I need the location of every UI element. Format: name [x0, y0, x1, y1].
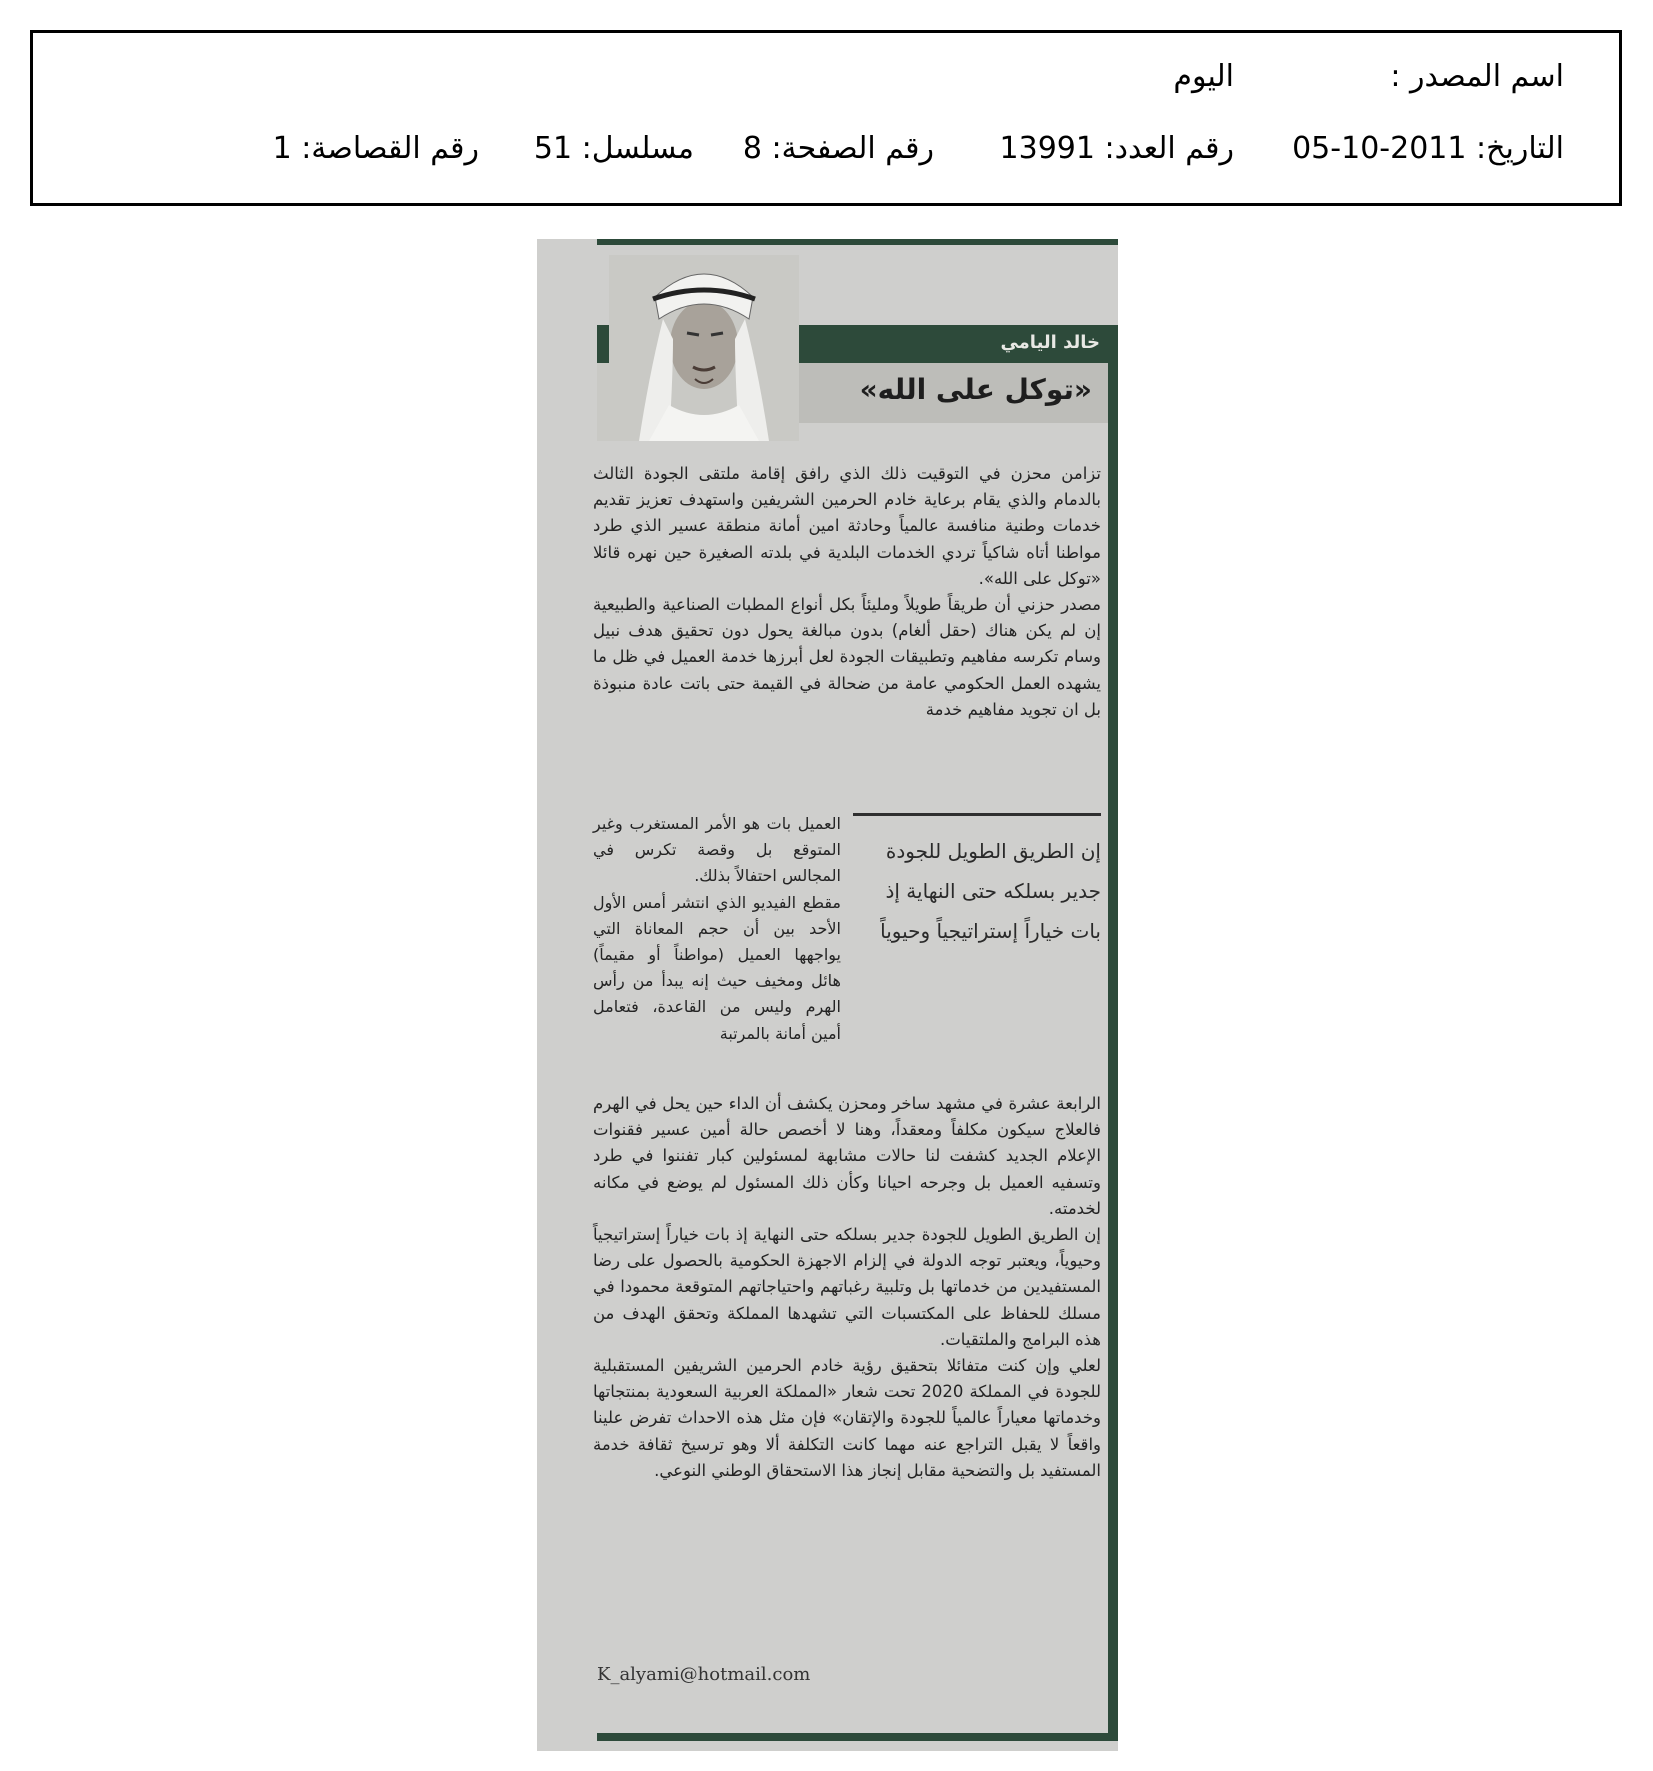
- right-rule: [1108, 325, 1118, 1735]
- pull-quote-rule: [853, 813, 1101, 816]
- pull-quote: إن الطريق الطويل للجودة جدير بسلكه حتى النهاية إذ بات خياراً إستراتيجياً وحيوياً: [880, 839, 1101, 943]
- paragraph: إن الطريق الطويل للجودة جدير بسلكه حتى النهاية إذ بات خياراً إستراتيجياً وحيوياً، ويعتبر توجه الدولة في إلزام الاجهزة الحكومية بالحصول على رضا المستفيدين من خدماتها بل وتلبية رغباتهم واحتياجاتهم المتوقعة محمودا في مسلك للحفاظ على المكتسبات التي تشهدها المملكة وتحقق الهدف من هذه البرامج والملتقيات.: [593, 1225, 1101, 1349]
- author-name: خالد اليامي: [1000, 332, 1100, 353]
- paragraph: العميل بات هو الأمر المستغرب وغير المتوقع بل وقصة تكرس في المجالس احتفالاً بذلك.: [593, 814, 841, 886]
- issue-label: رقم العدد: 13991: [999, 131, 1234, 166]
- paragraph: مصدر حزني أن طريقاً طويلاً ومليئاً بكل أنواع المطبات الصناعية والطبيعية إن لم يكن هناك (حقل ألغام) بدون مبالغة يحول دون تحقيق هدف نبيل وسام تكرسه مفاهيم وتطبيقات الجودة لعل أبرزها خدمة العميل في ظل ما يشهده العمل الحكومي عامة من ضحالة في القيمة حتى باتت عادة منبوذة بل ان تجويد مفاهيم خدمة: [593, 595, 1101, 719]
- date-label: التاريخ: 2011-10-05: [1292, 131, 1564, 166]
- paragraph: تزامن محزن في التوقيت ذلك الذي رافق إقامة ملتقى الجودة الثالث بالدمام والذي يقام برعاية خادم الحرمين الشريفين واستهدف تعزيز تقديم خدمات وطنية منافسة عالمياً وحادثة امين أمانة منطقة عسير الذي طرد مواطنا أتاه شاكياً تردي الخدمات البلدية في بلدته الصغيرة حين نهره قائلا «توكل على الله».: [593, 464, 1101, 588]
- paragraph: الرابعة عشرة في مشهد ساخر ومحزن يكشف أن الداء حين يحل في الهرم فالعلاج سيكون مكلفاً ومعقداً، وهنا لا أخصص حالة أمين عسير فقنوات الإعلام الجديد كشفت لنا حالات مشابهة لمسئولين كبار تفننوا في طرد وتسفيه العميل بل وجرحه احيانا وكأن ذلك المسئول لم يوضع في مكانه لخدمته.: [593, 1094, 1101, 1218]
- article-title: «توكل على الله»: [859, 373, 1092, 406]
- serial-label: مسلسل: 51: [533, 131, 694, 166]
- top-rule: [597, 239, 1118, 245]
- author-email: K_alyami@hotmail.com: [597, 1664, 811, 1685]
- source-value: اليوم: [1173, 59, 1234, 94]
- page-label: رقم الصفحة: 8: [742, 131, 934, 166]
- article-body-top: [593, 461, 1101, 723]
- paragraph: لعلي وإن كنت متفائلا بتحقيق رؤية خادم الحرمين الشريفين المستقبلية للجودة في المملكة 2020 تحت شعار «المملكة العربية السعودية بمنتجاتها وخدماتها معياراً عالمياً للجودة والإتقان» فإن مثل هذه الاحداث تفرض علينا واقعاً لا يقبل التراجع عنه مهما كانت التكلفة ألا وهو ترسيخ ثقافة خدمة المستفيد بل والتضحية مقابل إنجاز هذا الاستحقاق الوطني النوعي.: [593, 1356, 1101, 1480]
- newspaper-clipping: [537, 239, 1118, 1751]
- article-body-narrow: [593, 811, 841, 1047]
- bottom-rule: [597, 1733, 1118, 1741]
- article-body-bottom: [593, 1091, 1101, 1484]
- paragraph: مقطع الفيديو الذي انتشر أمس الأول الأحد بين أن حجم المعاناة التي يواجهها العميل (مواطناً أو مقيماً) هائل ومخيف حيث إنه يبدأ من رأس الهرم وليس من القاعدة، فتعامل أمين أمانة بالمرتبة: [593, 892, 841, 1043]
- clipping-label: رقم القصاصة: 1: [272, 131, 479, 166]
- metadata-box: [30, 30, 1622, 206]
- title-band: [797, 363, 1108, 423]
- source-label: اسم المصدر :: [1390, 59, 1564, 94]
- author-photo: [609, 255, 799, 441]
